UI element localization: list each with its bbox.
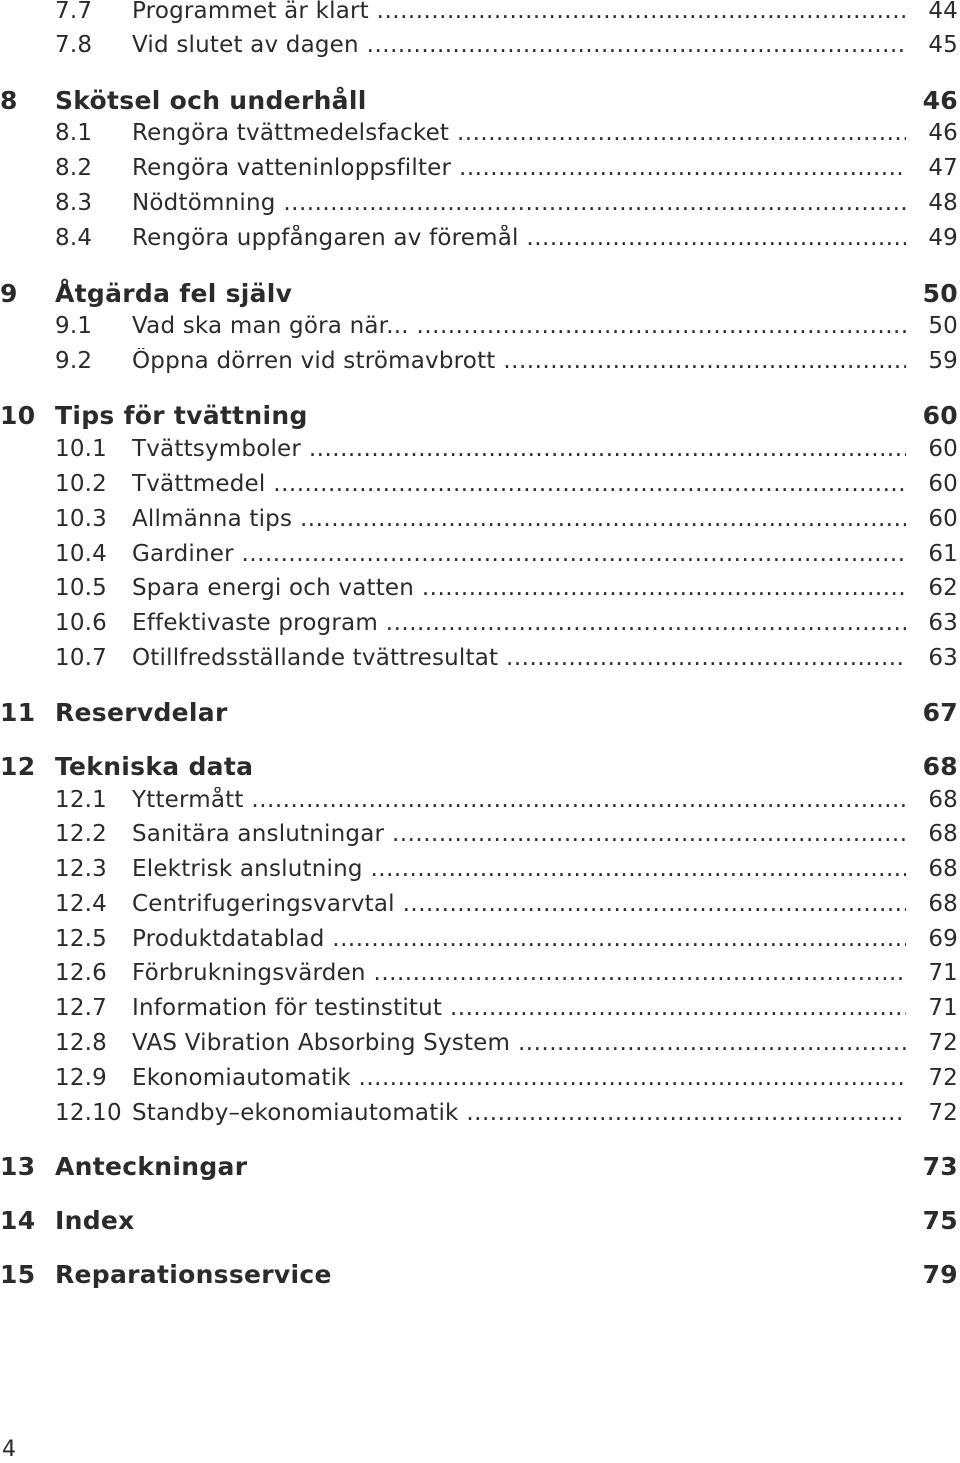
toc-entry-title: Tips för tvättning: [55, 401, 308, 430]
toc-entry-title: Tvättmedel .....: [132, 471, 906, 497]
toc-entry-title: Produktdatablad .....: [132, 926, 906, 952]
toc-entry-title: Centrifugeringsvarvtal .....: [132, 891, 906, 917]
toc-entry-page: 73: [922, 1152, 958, 1181]
toc-entry-number: 14: [0, 1206, 36, 1235]
toc-section-row[interactable]: [0, 606, 958, 640]
toc-entry-page: 67: [922, 698, 958, 727]
toc-entry-number: 12.7: [55, 995, 108, 1021]
toc-entry-number: 12: [0, 752, 36, 781]
toc-entry-number: 8.2: [55, 155, 93, 181]
toc-section-row[interactable]: [0, 1096, 958, 1130]
toc-entry-page: 60: [928, 506, 958, 532]
toc-section-row[interactable]: [0, 0, 958, 28]
toc-entry-number: 8.1: [55, 120, 93, 146]
toc-entry-page: 48: [928, 190, 958, 216]
toc-entry-number: 8.3: [55, 190, 93, 216]
toc-section-row[interactable]: [0, 922, 958, 956]
toc-entry-number: 9: [0, 279, 18, 308]
toc-entry-page: 49: [928, 225, 958, 251]
toc-entry-page: 63: [928, 610, 958, 636]
toc-section-row[interactable]: [0, 571, 958, 605]
toc-entry-title: Allmänna tips .....: [132, 506, 906, 532]
toc-entry-title: Anteckningar: [55, 1152, 248, 1181]
toc-section-row[interactable]: [0, 432, 958, 466]
toc-entry-page: 46: [928, 120, 958, 146]
toc-chapter-row[interactable]: [0, 85, 958, 119]
toc-entry-title: Standby–ekonomiautomatik .....: [132, 1100, 906, 1126]
toc-entry-title: Elektrisk anslutning .....: [132, 856, 906, 882]
toc-entry-title: Gardiner .....: [132, 541, 906, 567]
toc-entry-page: 75: [922, 1206, 958, 1235]
toc-entry-page: 44: [928, 0, 958, 24]
toc-entry-number: 10.1: [55, 436, 108, 462]
toc-entry-title: Sanitära anslutningar .....: [132, 821, 906, 847]
toc-entry-title: Yttermått .....: [132, 787, 906, 813]
toc-entry-page: 71: [928, 995, 958, 1021]
toc-entry-number: 10.6: [55, 610, 108, 636]
page-number: 4: [2, 1437, 16, 1462]
toc-chapter-row[interactable]: [0, 697, 958, 731]
toc-entry-title: Reservdelar: [55, 698, 228, 727]
toc-entry-number: 10.7: [55, 645, 108, 671]
toc-entry-page: 59: [928, 348, 958, 374]
toc-entry-page: 61: [928, 541, 958, 567]
toc-entry-number: 12.9: [55, 1065, 108, 1091]
toc-section-row[interactable]: [0, 1061, 958, 1095]
toc-entry-number: 12.10: [55, 1100, 122, 1126]
toc-entry-number: 7.8: [55, 32, 93, 58]
toc-entry-title: Reparationsservice: [55, 1260, 332, 1289]
toc-entry-title: Programmet är klart .....: [132, 0, 906, 24]
toc-chapter-row[interactable]: [0, 1151, 958, 1185]
toc-entry-title: Nödtömning .....: [132, 190, 906, 216]
toc-entry-title: Förbrukningsvärden .....: [132, 960, 906, 986]
toc-entry-number: 12.1: [55, 787, 108, 813]
toc-entry-page: 69: [928, 926, 958, 952]
toc-section-row[interactable]: [0, 309, 958, 343]
toc-entry-number: 12.5: [55, 926, 108, 952]
toc-section-row[interactable]: [0, 186, 958, 220]
toc-entry-page: 72: [928, 1100, 958, 1126]
toc-section-row[interactable]: [0, 221, 958, 255]
toc-entry-title: Skötsel och underhåll: [55, 86, 367, 115]
toc-entry-number: 11: [0, 698, 36, 727]
toc-entry-number: 9.1: [55, 313, 93, 339]
toc-section-row[interactable]: [0, 116, 958, 150]
toc-section-row[interactable]: [0, 1026, 958, 1060]
toc-entry-page: 47: [928, 155, 958, 181]
toc-entry-page: 46: [922, 86, 958, 115]
toc-section-row[interactable]: [0, 502, 958, 536]
toc-section-row[interactable]: [0, 151, 958, 185]
toc-section-row[interactable]: [0, 991, 958, 1025]
toc-entry-number: 10: [0, 401, 36, 430]
toc-entry-title: Rengöra vatteninloppsfilter .....: [132, 155, 906, 181]
toc-entry-page: 68: [928, 856, 958, 882]
toc-entry-page: 50: [928, 313, 958, 339]
toc-entry-number: 8: [0, 86, 18, 115]
toc-entry-page: 62: [928, 575, 958, 601]
toc-entry-number: 9.2: [55, 348, 93, 374]
toc-entry-title: Rengöra uppfångaren av föremål .....: [132, 225, 906, 251]
toc-entry-number: 10.4: [55, 541, 108, 567]
toc-entry-number: 10.3: [55, 506, 108, 532]
toc-entry-page: 68: [928, 821, 958, 847]
toc-entry-title: Åtgärda fel själv: [55, 279, 293, 308]
toc-entry-number: 12.8: [55, 1030, 108, 1056]
toc-entry-page: 63: [928, 645, 958, 671]
toc-entry-page: 60: [928, 436, 958, 462]
toc-chapter-row[interactable]: [0, 400, 958, 434]
toc-entry-title: Vid slutet av dagen .....: [132, 32, 906, 58]
toc-entry-page: 68: [922, 752, 958, 781]
toc-entry-page: 72: [928, 1065, 958, 1091]
toc-entry-page: 45: [928, 32, 958, 58]
toc-entry-number: 13: [0, 1152, 36, 1181]
toc-entry-title: Rengöra tvättmedelsfacket .....: [132, 120, 906, 146]
toc-entry-title: Information för testinstitut .....: [132, 995, 906, 1021]
toc-entry-page: 71: [928, 960, 958, 986]
toc-entry-number: 15: [0, 1260, 36, 1289]
toc-entry-number: 10.5: [55, 575, 108, 601]
toc-entry-page: 60: [928, 471, 958, 497]
toc-entry-page: 68: [928, 787, 958, 813]
toc-section-row[interactable]: [0, 28, 958, 62]
toc-entry-number: 10.2: [55, 471, 108, 497]
toc-section-row[interactable]: [0, 817, 958, 851]
toc-entry-page: 50: [922, 279, 958, 308]
toc-entry-title: Ekonomiautomatik .....: [132, 1065, 906, 1091]
toc-entry-page: 79: [922, 1260, 958, 1289]
toc-chapter-row[interactable]: [0, 278, 958, 312]
toc-section-row[interactable]: [0, 956, 958, 990]
toc-entry-title: Tekniska data: [55, 752, 254, 781]
toc-entry-number: 7.7: [55, 0, 93, 24]
toc-section-row[interactable]: [0, 783, 958, 817]
toc-section-row[interactable]: [0, 344, 958, 378]
toc-entry-page: 72: [928, 1030, 958, 1056]
toc-section-row[interactable]: [0, 467, 958, 501]
toc-entry-title: Tvättsymboler .....: [132, 436, 906, 462]
toc-section-row[interactable]: [0, 641, 958, 675]
toc-entry-title: Vad ska man göra när... .....: [132, 313, 906, 339]
toc-entry-title: Spara energi och vatten .....: [132, 575, 906, 601]
toc-chapter-row[interactable]: [0, 751, 958, 785]
toc-chapter-row[interactable]: [0, 1259, 958, 1293]
toc-section-row[interactable]: [0, 537, 958, 571]
toc-entry-number: 12.4: [55, 891, 108, 917]
toc-section-row[interactable]: [0, 887, 958, 921]
toc-entry-title: VAS Vibration Absorbing System .....: [132, 1030, 906, 1056]
toc-entry-title: Effektivaste program .....: [132, 610, 906, 636]
toc-entry-page: 68: [928, 891, 958, 917]
toc-entry-number: 12.3: [55, 856, 108, 882]
toc-entry-number: 12.6: [55, 960, 108, 986]
toc-entry-page: 60: [922, 401, 958, 430]
toc-entry-number: 8.4: [55, 225, 93, 251]
toc-section-row[interactable]: [0, 852, 958, 886]
toc-entry-number: 12.2: [55, 821, 108, 847]
toc-entry-title: Öppna dörren vid strömavbrott .....: [132, 348, 906, 374]
toc-entry-title: Index: [55, 1206, 135, 1235]
toc-chapter-row[interactable]: [0, 1205, 958, 1239]
toc-entry-title: Otillfredsställande tvättresultat .....: [132, 645, 906, 671]
